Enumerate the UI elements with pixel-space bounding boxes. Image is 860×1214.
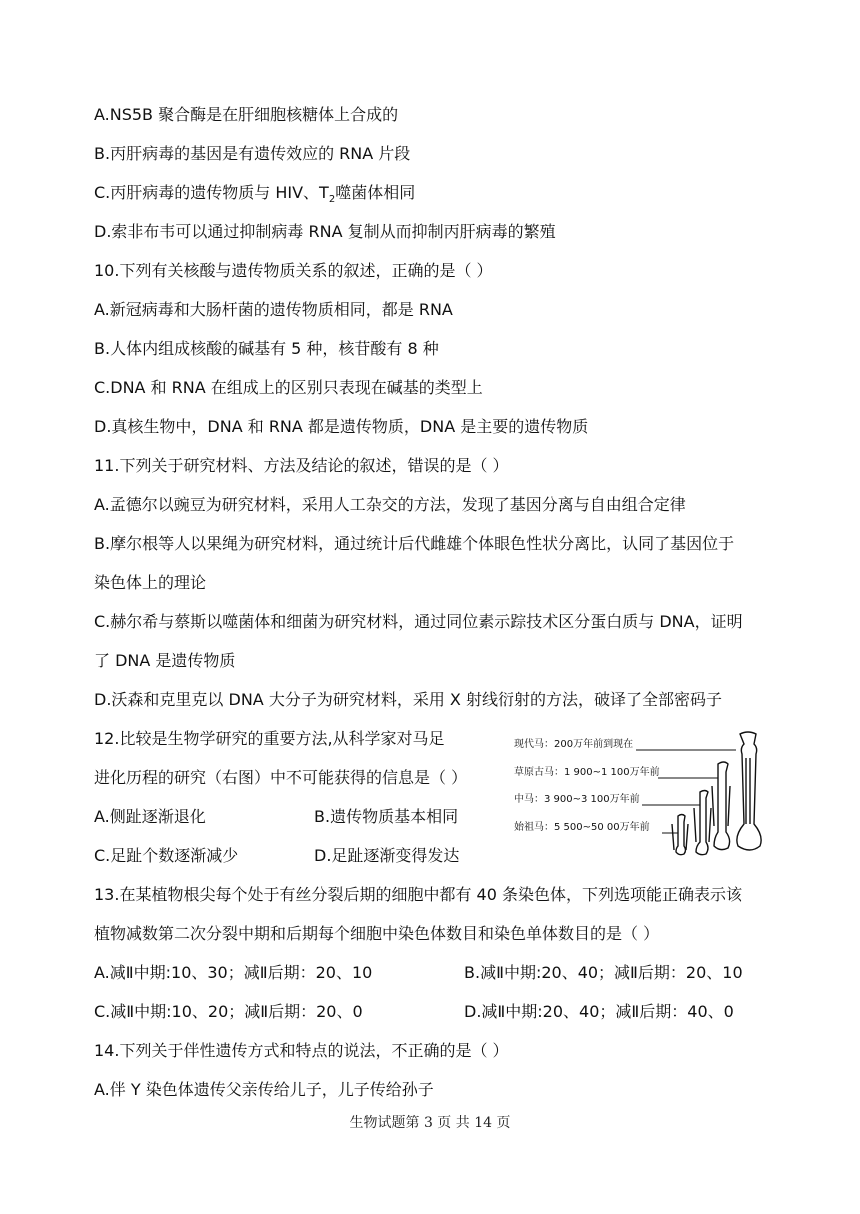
q10-option-b: B.人体内组成核酸的碱基有 5 种，核苷酸有 8 种 bbox=[94, 339, 439, 358]
q11-stem: 11.下列关于研究材料、方法及结论的叙述，错误的是（ ） bbox=[94, 456, 509, 475]
q13-option-b: B.减Ⅱ中期:20、40；减Ⅱ后期：20、10 bbox=[464, 963, 743, 982]
q12-option-c: C.足趾个数逐渐减少 bbox=[94, 846, 239, 865]
label-middle-horse: 中马：3 900~3 100万年前 bbox=[514, 794, 640, 805]
q10-option-c: C.DNA 和 RNA 在组成上的区别只表现在碱基的类型上 bbox=[94, 378, 483, 397]
q12-stem-line2: 进化历程的研究（右图）中不可能获得的信息是（ ） bbox=[94, 768, 468, 787]
t2-subscript: 2 bbox=[328, 194, 336, 206]
q10-option-a: A.新冠病毒和大肠杆菌的遗传物质相同，都是 RNA bbox=[94, 300, 453, 319]
q9-option-b: B.丙肝病毒的基因是有遗传效应的 RNA 片段 bbox=[94, 144, 411, 163]
q14-stem: 14.下列关于伴性遗传方式和特点的说法，不正确的是（ ） bbox=[94, 1041, 509, 1060]
q9-option-d: D.索非布韦可以通过抑制病毒 RNA 复制从而抑制丙肝病毒的繁殖 bbox=[94, 222, 556, 241]
q13-option-a: A.减Ⅱ中期:10、30；减Ⅱ后期：20、10 bbox=[94, 963, 373, 982]
q9-option-c-part1: C.丙肝病毒的遗传物质与 HIV、T bbox=[94, 183, 329, 202]
q11-option-b-line2: 染色体上的理论 bbox=[94, 573, 207, 592]
q9-option-c-part2: 噬菌体相同 bbox=[335, 183, 416, 202]
page-footer: 生物试题第 3 页 共 14 页 bbox=[349, 1115, 511, 1131]
horse-foot-evolution-figure bbox=[508, 728, 772, 860]
q13-stem-line2: 植物减数第二次分裂中期和后期每个细胞中染色体数目和染色单体数目的是（ ） bbox=[94, 924, 660, 943]
q9-option-a: A.NS5B 聚合酶是在肝细胞核糖体上合成的 bbox=[94, 105, 399, 124]
q12-option-d: D.足趾逐渐变得发达 bbox=[314, 846, 460, 865]
q13-option-d: D.减Ⅱ中期:20、40；减Ⅱ后期：40、0 bbox=[464, 1002, 734, 1021]
q12-stem-line1: 12.比较是生物学研究的重要方法,从科学家对马足 bbox=[94, 729, 445, 748]
q13-stem-line1: 13.在某植物根尖每个处于有丝分裂后期的细胞中都有 40 条染色体，下列选项能正确表示该 bbox=[94, 885, 742, 904]
q12-option-a: A.侧趾逐渐退化 bbox=[94, 807, 206, 826]
q11-option-c-line1: C.赫尔希与蔡斯以噬菌体和细菌为研究材料，通过同位素示踪技术区分蛋白质与 DNA，证明 bbox=[94, 612, 743, 631]
q13-option-c: C.减Ⅱ中期:10、20；减Ⅱ后期：20、0 bbox=[94, 1002, 363, 1021]
label-grassland-horse: 草原古马：1 900~1 100万年前 bbox=[514, 767, 660, 778]
q12-option-b: B.遗传物质基本相同 bbox=[314, 807, 459, 826]
q11-option-c-line2: 了 DNA 是遗传物质 bbox=[94, 651, 236, 670]
horse-foot-illustration bbox=[508, 728, 772, 860]
q11-option-a: A.孟德尔以豌豆为研究材料，采用人工杂交的方法，发现了基因分离与自由组合定律 bbox=[94, 495, 686, 514]
label-eohippus: 始祖马：5 500~50 00万年前 bbox=[514, 822, 650, 833]
q10-option-d: D.真核生物中，DNA 和 RNA 都是遗传物质，DNA 是主要的遗传物质 bbox=[94, 417, 589, 436]
label-modern-horse: 现代马：200万年前到现在 bbox=[514, 739, 634, 750]
q9-option-c bbox=[94, 182, 415, 211]
q11-option-d: D.沃森和克里克以 DNA 大分子为研究材料，采用 X 射线衍射的方法，破译了全部密码子 bbox=[94, 690, 722, 709]
q10-stem: 10.下列有关核酸与遗传物质关系的叙述，正确的是（ ） bbox=[94, 261, 493, 280]
q14-option-a: A.伴 Y 染色体遗传父亲传给儿子，儿子传给孙子 bbox=[94, 1080, 434, 1099]
q11-option-b-line1: B.摩尔根等人以果绳为研究材料，通过统计后代雌雄个体眼色性状分离比，认同了基因位于 bbox=[94, 534, 735, 553]
